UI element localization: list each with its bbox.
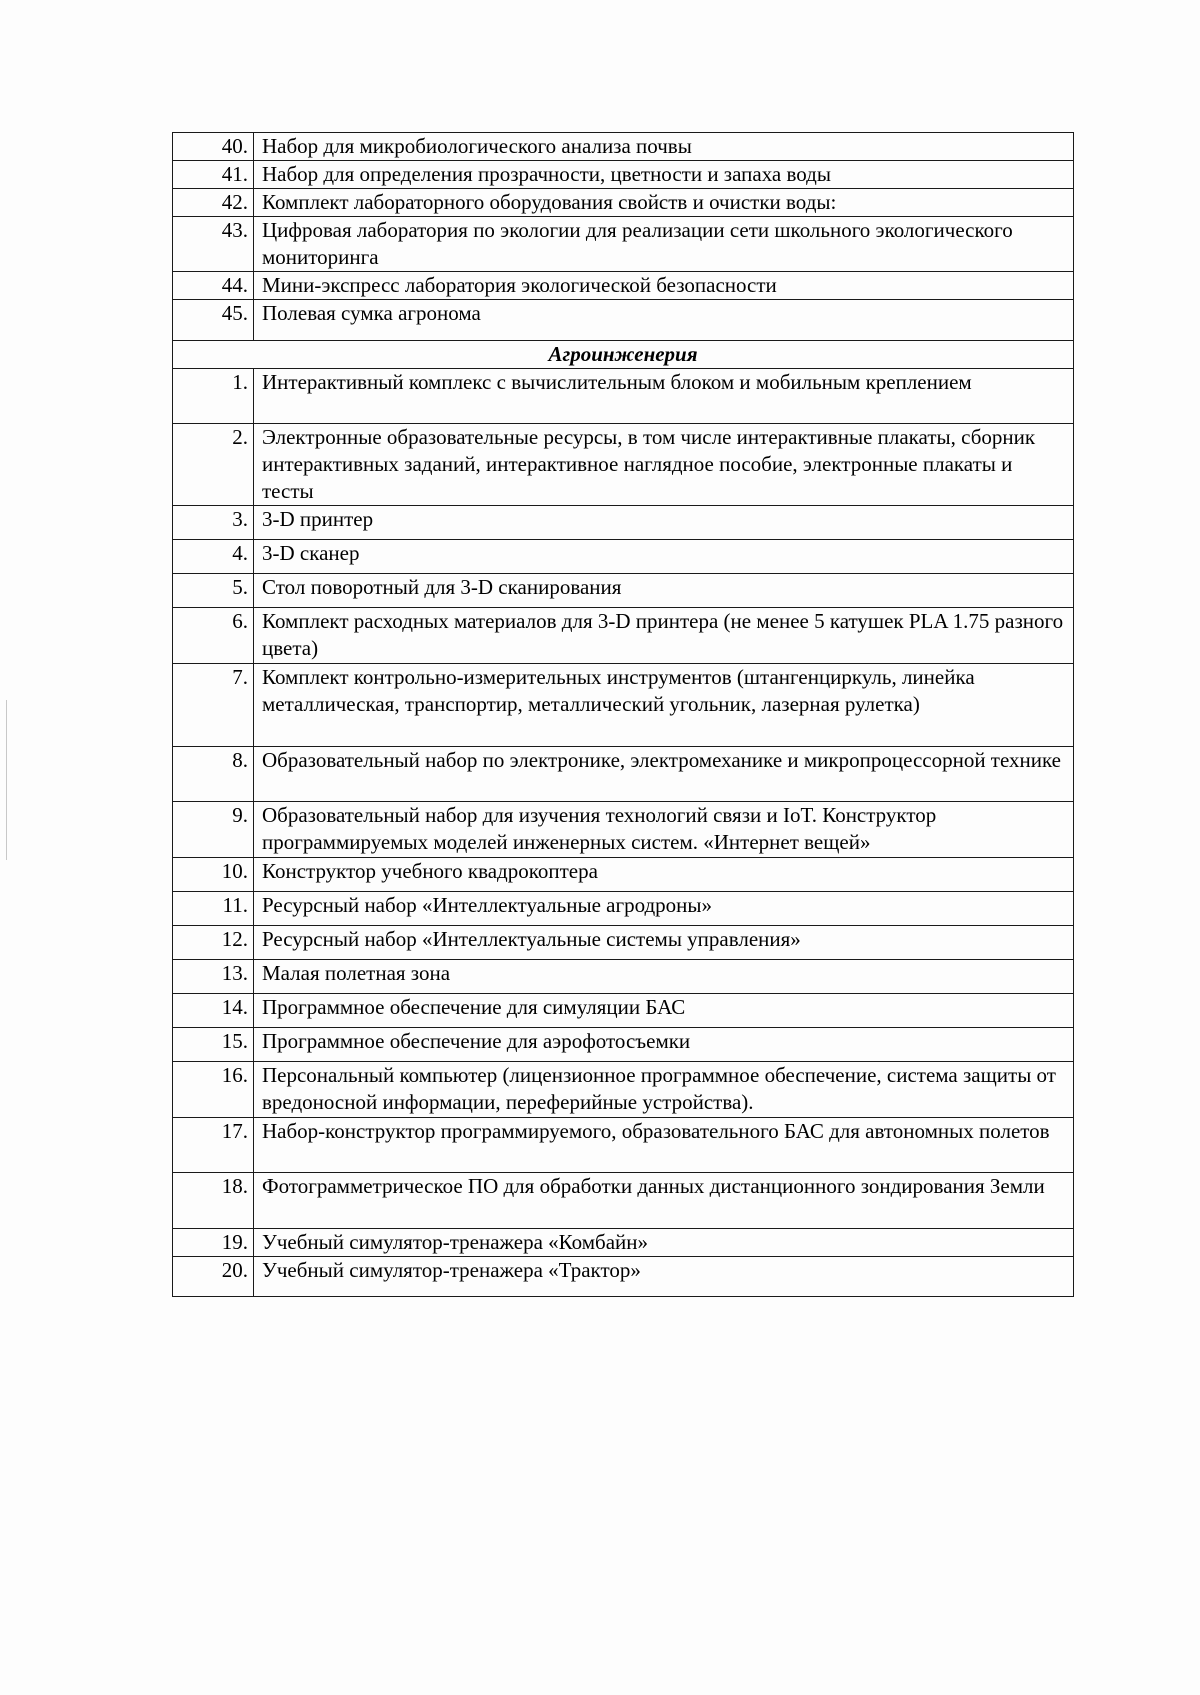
table-row — [173, 1118, 1074, 1173]
row-description: Стол поворотный для 3-D сканирования — [254, 574, 1074, 608]
row-description: Малая полетная зона — [254, 960, 1074, 994]
row-description: Учебный симулятор-тренажера «Трактор» — [254, 1257, 1074, 1297]
scan-artifact-line — [6, 700, 7, 860]
row-number: 41. — [173, 161, 254, 189]
table-row — [173, 1257, 1074, 1297]
row-number: 18. — [173, 1173, 254, 1229]
table-row — [173, 133, 1074, 161]
row-description: Фотограмметрическое ПО для обработки данных дистанционного зондирования Земли — [254, 1173, 1074, 1229]
row-description: Персональный компьютер (лицензионное программное обеспечение, система защиты от вредоносной информации, переферийные устройства). — [254, 1062, 1074, 1118]
table-row — [173, 1028, 1074, 1062]
row-number: 12. — [173, 926, 254, 960]
table-row — [173, 189, 1074, 217]
row-description: Ресурсный набор «Интеллектуальные системы управления» — [254, 926, 1074, 960]
row-number: 10. — [173, 858, 254, 892]
table-row — [173, 1062, 1074, 1118]
row-description: Комплект контрольно-измерительных инструментов (штангенциркуль, линейка металлическая, транспортир, металлический угольник, лазерная рулетка) — [254, 664, 1074, 747]
row-description: 3-D сканер — [254, 540, 1074, 574]
row-description: Набор-конструктор программируемого, образовательного БАС для автономных полетов — [254, 1118, 1074, 1173]
row-description: Мини-экспресс лаборатория экологической безопасности — [254, 272, 1074, 300]
row-description: Программное обеспечение для аэрофотосъемки — [254, 1028, 1074, 1062]
row-description: Образовательный набор по электронике, электромеханике и микропроцессорной технике — [254, 747, 1074, 802]
row-description: Электронные образовательные ресурсы, в том числе интерактивные плакаты, сборник интерактивных заданий, интерактивное наглядное пособие, электронные плакаты и тесты — [254, 424, 1074, 506]
row-description: Цифровая лаборатория по экологии для реализации сети школьного экологического мониторинга — [254, 217, 1074, 272]
row-number: 43. — [173, 217, 254, 272]
section-title: Агроинженерия — [173, 341, 1074, 369]
row-description: Образовательный набор для изучения технологий связи и IoT. Конструктор программируемых моделей инженерных систем. «Интернет вещей» — [254, 802, 1074, 858]
row-number: 6. — [173, 608, 254, 664]
row-number: 9. — [173, 802, 254, 858]
row-description: Конструктор учебного квадрокоптера — [254, 858, 1074, 892]
table-row — [173, 300, 1074, 341]
row-number: 20. — [173, 1257, 254, 1297]
table-row — [173, 608, 1074, 664]
row-description: Набор для микробиологического анализа почвы — [254, 133, 1074, 161]
row-description: Интерактивный комплекс с вычислительным блоком и мобильным креплением — [254, 369, 1074, 424]
table-row — [173, 858, 1074, 892]
row-number: 8. — [173, 747, 254, 802]
table-row — [173, 892, 1074, 926]
row-number: 45. — [173, 300, 254, 341]
table-row — [173, 369, 1074, 424]
row-number: 44. — [173, 272, 254, 300]
table-row — [173, 217, 1074, 272]
table-row — [173, 161, 1074, 189]
table-row — [173, 802, 1074, 858]
row-description: Учебный симулятор-тренажера «Комбайн» — [254, 1229, 1074, 1257]
row-number: 1. — [173, 369, 254, 424]
row-description: Комплект расходных материалов для 3-D принтера (не менее 5 катушек PLA 1.75 разного цвета) — [254, 608, 1074, 664]
table-row — [173, 1229, 1074, 1257]
row-number: 40. — [173, 133, 254, 161]
row-number: 17. — [173, 1118, 254, 1173]
equipment-table — [172, 132, 1074, 1297]
row-number: 14. — [173, 994, 254, 1028]
table-row — [173, 747, 1074, 802]
row-number: 5. — [173, 574, 254, 608]
row-description: Полевая сумка агронома — [254, 300, 1074, 341]
row-description: Ресурсный набор «Интеллектуальные агродроны» — [254, 892, 1074, 926]
row-number: 11. — [173, 892, 254, 926]
row-description: Комплект лабораторного оборудования свойств и очистки воды: — [254, 189, 1074, 217]
section-row — [173, 341, 1074, 369]
row-description: Набор для определения прозрачности, цветности и запаха воды — [254, 161, 1074, 189]
table-row — [173, 994, 1074, 1028]
row-description: Программное обеспечение для симуляции БАС — [254, 994, 1074, 1028]
row-number: 15. — [173, 1028, 254, 1062]
table-row — [173, 272, 1074, 300]
table-row — [173, 574, 1074, 608]
row-number: 4. — [173, 540, 254, 574]
row-number: 3. — [173, 506, 254, 540]
table-row — [173, 1173, 1074, 1229]
table-row — [173, 540, 1074, 574]
table-row — [173, 424, 1074, 506]
row-number: 7. — [173, 664, 254, 747]
table-row — [173, 664, 1074, 747]
row-number: 13. — [173, 960, 254, 994]
row-description: 3-D принтер — [254, 506, 1074, 540]
row-number: 19. — [173, 1229, 254, 1257]
table-row — [173, 926, 1074, 960]
table-row — [173, 506, 1074, 540]
row-number: 42. — [173, 189, 254, 217]
row-number: 16. — [173, 1062, 254, 1118]
row-number: 2. — [173, 424, 254, 506]
table-row — [173, 960, 1074, 994]
